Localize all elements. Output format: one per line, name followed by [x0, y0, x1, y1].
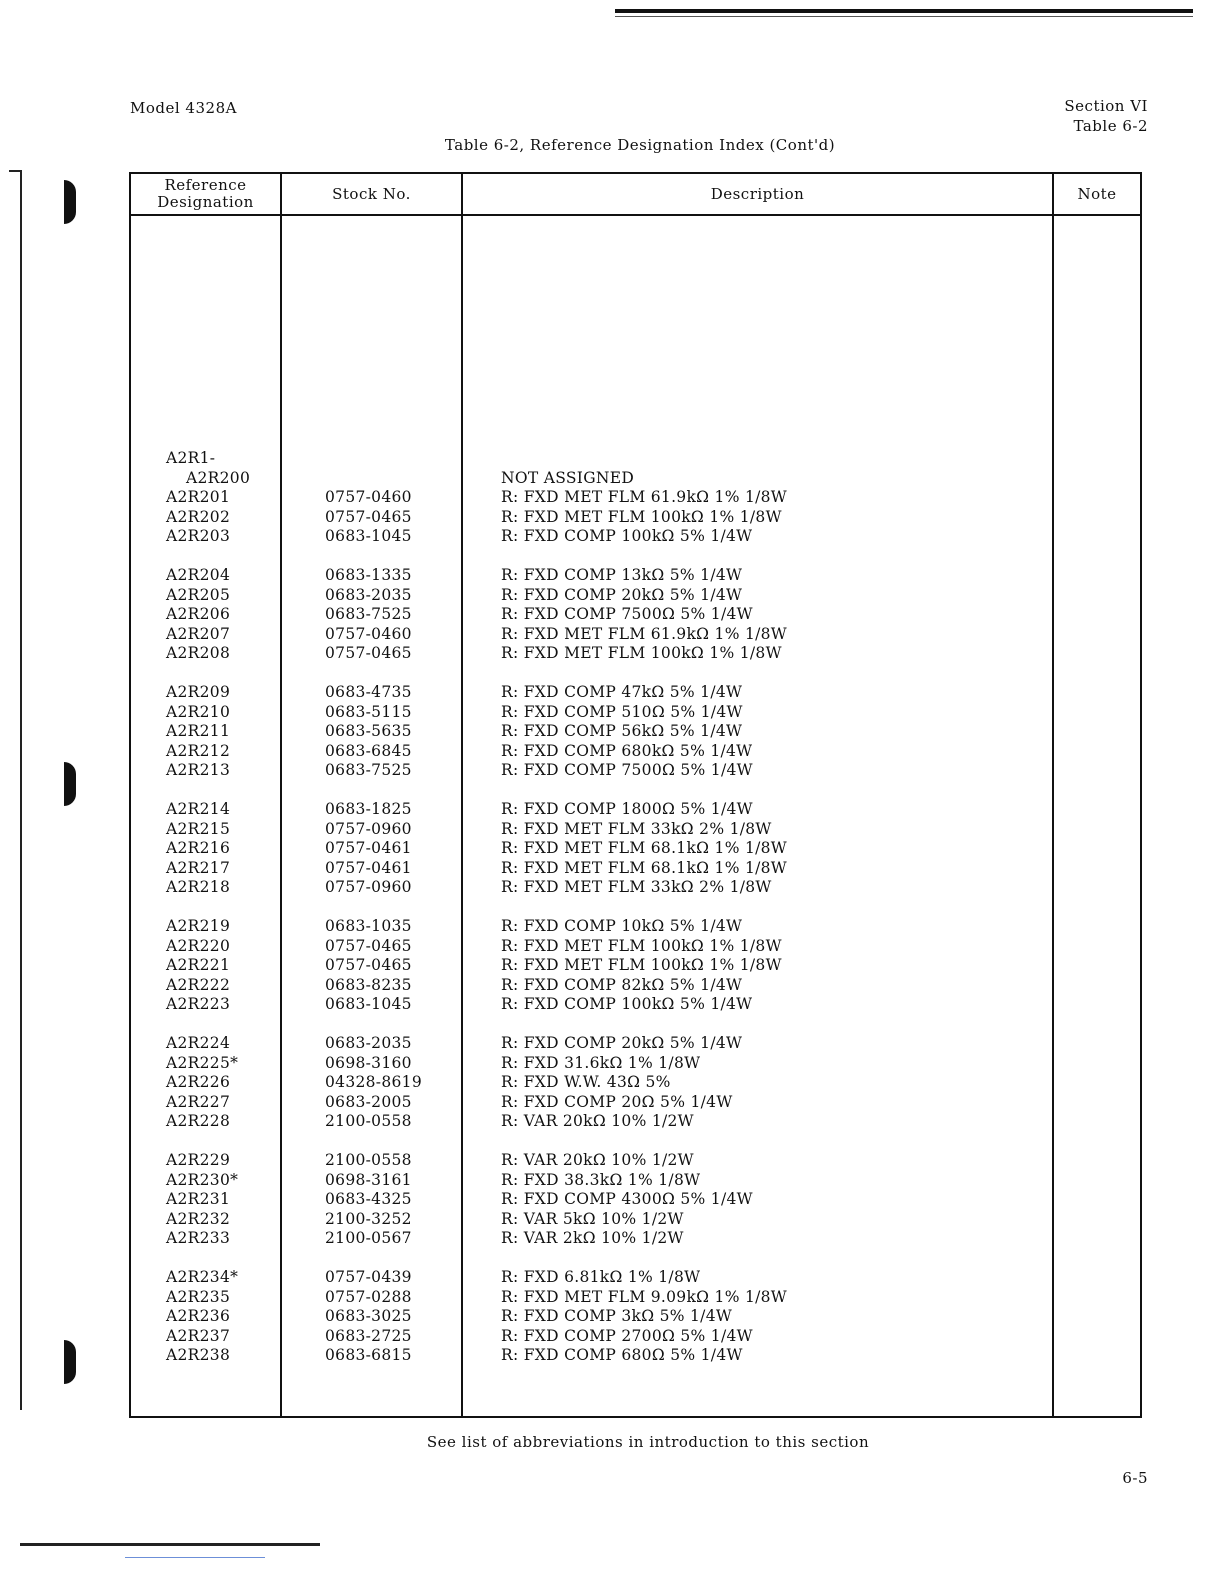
- reference-designation-cell: A2R215: [166, 819, 231, 838]
- description-cell: R: FXD MET FLM 100kΩ 1% 1/8W: [501, 956, 782, 974]
- reference-designation-cell: A2R209: [166, 683, 231, 701]
- table-row: [131, 469, 1140, 489]
- reference-designation-cell: A2R230*: [166, 1170, 239, 1189]
- section-label: Section VI: [1064, 97, 1148, 115]
- reference-designation-cell: A2R227: [166, 1092, 231, 1111]
- stock-number-cell: 0683-2035: [325, 1034, 412, 1052]
- bottom-rule: [20, 1543, 320, 1546]
- abbreviations-footnote: See list of abbreviations in introduction to this section: [426, 1433, 870, 1451]
- reference-designation-cell: A2R206: [166, 605, 231, 623]
- reference-designation-cell: A2R223: [166, 995, 231, 1013]
- reference-designation-cell: A2R228: [166, 1112, 231, 1130]
- table-row: [131, 1034, 1140, 1054]
- stock-number-cell: 0757-0465: [325, 936, 412, 955]
- reference-designation-cell: A2R238: [166, 1346, 231, 1364]
- reference-designation-cell: A2R212: [166, 741, 231, 760]
- table-row: [131, 800, 1140, 820]
- table-title: Table 6-2, Reference Designation Index (Cont'd): [444, 136, 836, 154]
- reference-designation-cell: A2R207: [166, 624, 231, 643]
- stock-number-cell: 0683-1335: [325, 566, 412, 584]
- column-header-note: Note: [1077, 184, 1117, 203]
- description-cell: R: FXD MET FLM 100kΩ 1% 1/8W: [501, 936, 782, 955]
- column-header-stock: Stock No.: [332, 184, 411, 203]
- description-cell: R: FXD MET FLM 68.1kΩ 1% 1/8W: [501, 858, 788, 877]
- description-cell: R: FXD MET FLM 9.09kΩ 1% 1/8W: [501, 1287, 788, 1306]
- stock-number-cell: 0683-2005: [325, 1092, 412, 1111]
- stock-number-cell: 0757-0465: [325, 956, 412, 974]
- table-row: [131, 1268, 1140, 1288]
- stock-number-cell: 0683-6815: [325, 1346, 412, 1364]
- reference-designation-cell: A2R221: [166, 956, 231, 974]
- description-cell: R: FXD COMP 20Ω 5% 1/4W: [501, 1092, 733, 1111]
- description-cell: R: FXD W.W. 43Ω 5%: [501, 1073, 671, 1091]
- table-row: [131, 566, 1140, 586]
- top-rule-thin: [615, 16, 1193, 17]
- description-cell: R: FXD COMP 20kΩ 5% 1/4W: [501, 585, 743, 604]
- row-group: [131, 683, 1140, 781]
- description-cell: R: VAR 5kΩ 10% 1/2W: [501, 1209, 684, 1228]
- table-row: [131, 976, 1140, 996]
- table-ref-label: Table 6-2: [1073, 117, 1148, 135]
- table-row: [131, 1346, 1140, 1366]
- description-cell: R: FXD COMP 56kΩ 5% 1/4W: [501, 722, 743, 740]
- column-header-reference: Reference Designation: [157, 176, 254, 211]
- reference-designation-cell: A2R218: [166, 878, 231, 896]
- page-number: 6-5: [1122, 1469, 1148, 1487]
- row-group: [131, 800, 1140, 898]
- table-row: [131, 1073, 1140, 1093]
- table-row: [131, 820, 1140, 840]
- table-row: [131, 508, 1140, 528]
- table-row: [131, 917, 1140, 937]
- reference-designation-cell: A2R217: [166, 858, 231, 877]
- table-row: [131, 1288, 1140, 1308]
- stock-number-cell: 0757-0461: [325, 839, 412, 857]
- reference-designation-cell: A2R200: [186, 468, 251, 487]
- reference-designation-cell: A2R216: [166, 839, 231, 857]
- stock-number-cell: 0683-1045: [325, 527, 412, 545]
- binder-hole: [64, 1340, 76, 1384]
- table-row: [131, 761, 1140, 781]
- reference-designation-cell: A2R225*: [166, 1053, 239, 1072]
- table-row: [131, 644, 1140, 664]
- stock-number-cell: 0757-0461: [325, 858, 412, 877]
- stock-number-cell: 0683-1825: [325, 800, 412, 818]
- stock-number-cell: 04328-8619: [325, 1073, 422, 1091]
- stock-number-cell: 0698-3160: [325, 1053, 412, 1072]
- table-row: [131, 839, 1140, 859]
- reference-designation-cell: A2R224: [166, 1034, 231, 1052]
- description-cell: R: FXD COMP 7500Ω 5% 1/4W: [501, 761, 753, 779]
- reference-designation-cell: A2R213: [166, 761, 231, 779]
- table-row: [131, 1190, 1140, 1210]
- table-row: [131, 586, 1140, 606]
- reference-designation-table: [129, 172, 1142, 1418]
- table-row: [131, 1307, 1140, 1327]
- table-row: [131, 625, 1140, 645]
- reference-designation-cell: A2R222: [166, 975, 231, 994]
- stock-number-cell: 2100-0558: [325, 1112, 412, 1130]
- description-cell: R: FXD COMP 2700Ω 5% 1/4W: [501, 1326, 753, 1345]
- reference-designation-cell: A2R208: [166, 644, 231, 662]
- description-cell: R: FXD COMP 1800Ω 5% 1/4W: [501, 800, 753, 818]
- row-group: [131, 1151, 1140, 1249]
- reference-designation-cell: A2R229: [166, 1151, 231, 1169]
- description-cell: R: VAR 20kΩ 10% 1/2W: [501, 1112, 694, 1130]
- stock-number-cell: 2100-0558: [325, 1151, 412, 1169]
- reference-designation-cell: A2R201: [166, 488, 231, 506]
- stock-number-cell: 0683-8235: [325, 975, 412, 994]
- description-cell: R: FXD COMP 680Ω 5% 1/4W: [501, 1346, 743, 1364]
- reference-designation-cell: A2R219: [166, 917, 231, 935]
- description-cell: R: FXD COMP 47kΩ 5% 1/4W: [501, 683, 743, 701]
- table-row: [131, 859, 1140, 879]
- stock-number-cell: 2100-3252: [325, 1209, 412, 1228]
- reference-designation-cell: A2R232: [166, 1209, 231, 1228]
- description-cell: R: FXD COMP 510Ω 5% 1/4W: [501, 702, 743, 721]
- reference-designation-cell: A2R203: [166, 527, 231, 545]
- stock-number-cell: 0683-7525: [325, 605, 412, 623]
- binder-hole: [64, 762, 76, 806]
- reference-designation-cell: A2R234*: [166, 1268, 239, 1286]
- table-row: [131, 742, 1140, 762]
- description-cell: R: FXD COMP 82kΩ 5% 1/4W: [501, 975, 743, 994]
- reference-designation-cell: A2R237: [166, 1326, 231, 1345]
- stock-number-cell: 2100-0567: [325, 1229, 412, 1247]
- table-row: [131, 1327, 1140, 1347]
- table-body: [131, 449, 1140, 1385]
- stock-number-cell: 0757-0288: [325, 1287, 412, 1306]
- column-header-description: Description: [710, 184, 805, 203]
- header-divider: [131, 214, 1140, 216]
- row-group: [131, 1268, 1140, 1366]
- row-group: [131, 566, 1140, 664]
- description-cell: R: FXD MET FLM 100kΩ 1% 1/8W: [501, 644, 782, 662]
- stock-number-cell: 0683-4325: [325, 1190, 412, 1208]
- binder-edge-line: [20, 170, 22, 1410]
- reference-designation-cell: A2R210: [166, 702, 231, 721]
- description-cell: R: FXD COMP 7500Ω 5% 1/4W: [501, 605, 753, 623]
- stock-number-cell: 0683-5115: [325, 702, 412, 721]
- table-row: [131, 937, 1140, 957]
- reference-designation-cell: A2R205: [166, 585, 231, 604]
- description-cell: R: FXD MET FLM 61.9kΩ 1% 1/8W: [501, 624, 788, 643]
- bottom-blue-rule: [125, 1557, 265, 1558]
- description-cell: R: VAR 20kΩ 10% 1/2W: [501, 1151, 694, 1169]
- stock-number-cell: 0757-0960: [325, 819, 412, 838]
- stock-number-cell: 0683-5635: [325, 722, 412, 740]
- stock-number-cell: 0683-6845: [325, 741, 412, 760]
- reference-designation-cell: A2R220: [166, 936, 231, 955]
- reference-designation-cell: A2R231: [166, 1190, 231, 1208]
- stock-number-cell: 0757-0460: [325, 624, 412, 643]
- table-row: [131, 995, 1140, 1015]
- model-label: Model 4328A: [130, 99, 237, 117]
- table-row: [131, 449, 1140, 469]
- reference-designation-cell: A2R214: [166, 800, 231, 818]
- reference-designation-cell: A2R233: [166, 1229, 231, 1247]
- description-cell: R: VAR 2kΩ 10% 1/2W: [501, 1229, 684, 1247]
- stock-number-cell: 0683-4735: [325, 683, 412, 701]
- stock-number-cell: 0698-3161: [325, 1170, 412, 1189]
- description-cell: R: FXD COMP 100kΩ 5% 1/4W: [501, 995, 753, 1013]
- reference-designation-cell: A2R236: [166, 1307, 231, 1325]
- table-row: [131, 1093, 1140, 1113]
- reference-designation-cell: A2R204: [166, 566, 231, 584]
- stock-number-cell: 0683-7525: [325, 761, 412, 779]
- description-cell: R: FXD COMP 3kΩ 5% 1/4W: [501, 1307, 733, 1325]
- description-cell: R: FXD COMP 100kΩ 5% 1/4W: [501, 527, 753, 545]
- stock-number-cell: 0683-1035: [325, 917, 412, 935]
- stock-number-cell: 0757-0460: [325, 488, 412, 506]
- table-row: [131, 703, 1140, 723]
- binder-edge-tick: [9, 170, 20, 172]
- stock-number-cell: 0683-1045: [325, 995, 412, 1013]
- description-cell: R: FXD MET FLM 68.1kΩ 1% 1/8W: [501, 839, 788, 857]
- table-row: [131, 683, 1140, 703]
- description-cell: R: FXD MET FLM 61.9kΩ 1% 1/8W: [501, 488, 788, 506]
- row-group: [131, 917, 1140, 1015]
- stock-number-cell: 0757-0439: [325, 1268, 412, 1286]
- section-header: [1064, 96, 1148, 136]
- table-row: [131, 527, 1140, 547]
- table-row: [131, 878, 1140, 898]
- description-cell: NOT ASSIGNED: [501, 468, 635, 487]
- table-row: [131, 1112, 1140, 1132]
- table-row: [131, 1210, 1140, 1230]
- description-cell: R: FXD MET FLM 100kΩ 1% 1/8W: [501, 507, 782, 526]
- description-cell: R: FXD COMP 4300Ω 5% 1/4W: [501, 1190, 753, 1208]
- reference-designation-cell: A2R235: [166, 1287, 231, 1306]
- table-row: [131, 1054, 1140, 1074]
- description-cell: R: FXD 38.3kΩ 1% 1/8W: [501, 1170, 701, 1189]
- description-cell: R: FXD 31.6kΩ 1% 1/8W: [501, 1053, 701, 1072]
- reference-designation-cell: A2R1-: [166, 449, 216, 467]
- stock-number-cell: 0757-0465: [325, 644, 412, 662]
- description-cell: R: FXD 6.81kΩ 1% 1/8W: [501, 1268, 701, 1286]
- reference-designation-cell: A2R211: [166, 722, 231, 740]
- table-row: [131, 1229, 1140, 1249]
- table-row: [131, 956, 1140, 976]
- table-row: [131, 1171, 1140, 1191]
- stock-number-cell: 0683-2035: [325, 585, 412, 604]
- stock-number-cell: 0757-0960: [325, 878, 412, 896]
- description-cell: R: FXD COMP 20kΩ 5% 1/4W: [501, 1034, 743, 1052]
- description-cell: R: FXD COMP 13kΩ 5% 1/4W: [501, 566, 743, 584]
- description-cell: R: FXD MET FLM 33kΩ 2% 1/8W: [501, 819, 772, 838]
- description-cell: R: FXD COMP 680kΩ 5% 1/4W: [501, 741, 753, 760]
- binder-hole: [64, 180, 76, 224]
- stock-number-cell: 0757-0465: [325, 507, 412, 526]
- reference-designation-cell: A2R226: [166, 1073, 231, 1091]
- row-group: [131, 1034, 1140, 1132]
- reference-designation-cell: A2R202: [166, 507, 231, 526]
- description-cell: R: FXD COMP 10kΩ 5% 1/4W: [501, 917, 743, 935]
- stock-number-cell: 0683-2725: [325, 1326, 412, 1345]
- table-row: [131, 722, 1140, 742]
- top-rule: [615, 9, 1193, 13]
- table-row: [131, 1151, 1140, 1171]
- description-cell: R: FXD MET FLM 33kΩ 2% 1/8W: [501, 878, 772, 896]
- stock-number-cell: 0683-3025: [325, 1307, 412, 1325]
- row-group: [131, 449, 1140, 547]
- table-row: [131, 488, 1140, 508]
- table-row: [131, 605, 1140, 625]
